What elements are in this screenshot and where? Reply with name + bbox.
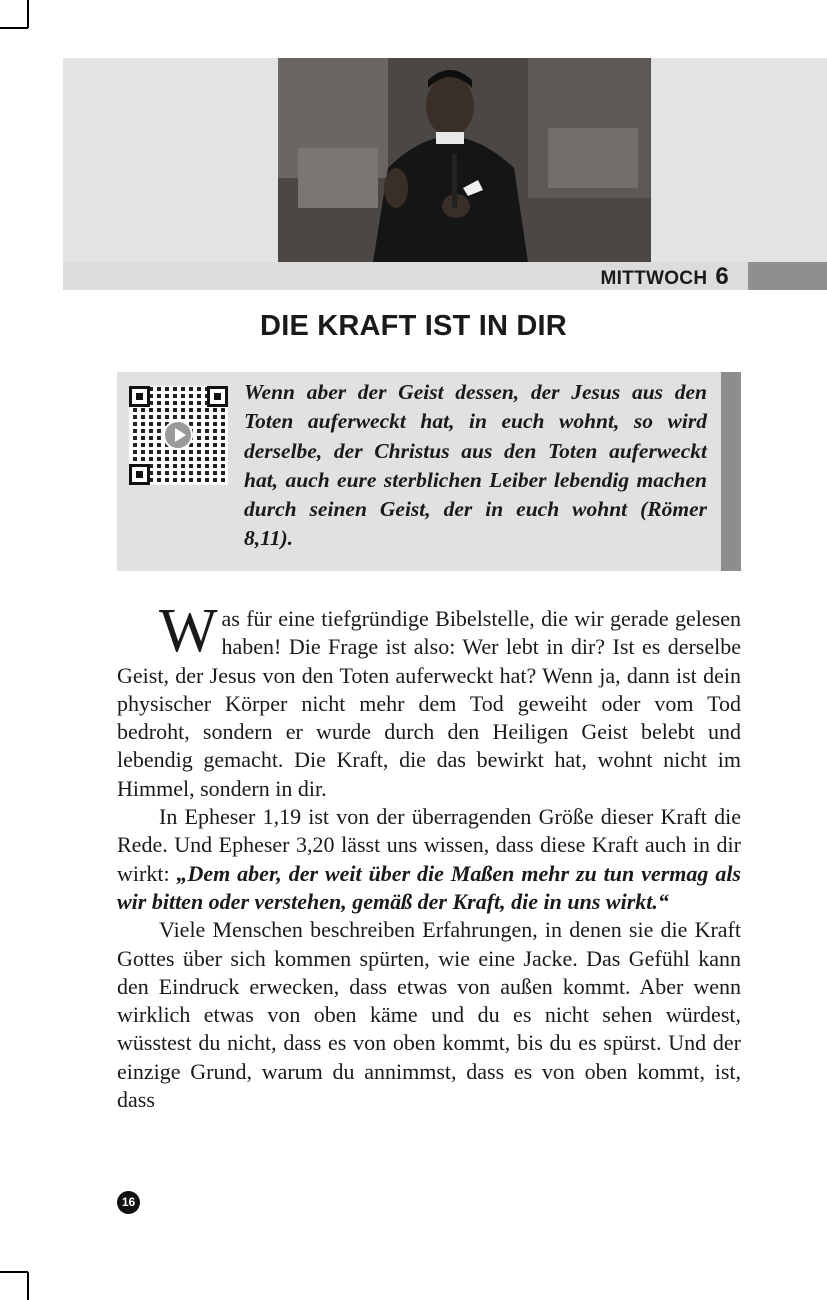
day-label xyxy=(600,262,729,290)
day-accent-bar xyxy=(748,262,827,290)
paragraph-2 xyxy=(117,803,741,916)
weekday: MITTWOCH xyxy=(600,268,708,289)
page-title: DIE KRAFT IST IN DIR xyxy=(260,310,567,342)
paragraph-3: Viele Menschen beschreiben Erfahrungen, in denen sie die Kraft Gottes über sich kommen spürten, wie eine Jacke. Das Gefühl kann den Eindruck erwecken, dass etwas von außen kommt. Aber wenn wirklich etwas von oben käme und du es nicht sehen würdest, wüsstest du nicht, dass es von oben kommt, bis du es spürst. Und der einzige Grund, warum du annimmst, dass es von oben kommt, ist, dass xyxy=(117,917,741,1113)
qr-finder-icon xyxy=(129,386,150,407)
page-number: 16 xyxy=(117,1191,140,1214)
drop-cap: W xyxy=(159,597,218,665)
speaker-photo xyxy=(278,58,651,262)
devotional-body xyxy=(117,597,741,1114)
paragraph-2-text: In Epheser 1,19 ist von der überragenden Größe dieser Kraft die Rede. Und Epheser 3,20 lässt uns wissen, dass diese Kraft auch in dir wirkt: xyxy=(117,804,741,886)
crop-mark-bottom xyxy=(0,1271,28,1273)
qr-finder-icon xyxy=(129,464,150,485)
crop-mark-bottom-vertical xyxy=(27,1272,29,1300)
day-number: 6 xyxy=(715,263,729,290)
qr-finder-icon xyxy=(207,386,228,407)
crop-mark-top xyxy=(0,27,28,29)
paragraph-1 xyxy=(117,597,741,803)
paragraph-1-text: as für eine tiefgründige Bibelstelle, die wir gerade gelesen haben! Die Frage ist also: Wer lebt in dir? Ist es derselbe Geist, der Jesus von den Toten auferweckt hat? Wenn ja, dann ist dein physischer Körper nicht mehr dem Tod geweiht oder vom Tod bedroht, sondern er wurde durch den Heiligen Geist belebt und lebendig gemacht. Die Kraft, die das bewirkt hat, wohnt nicht im Himmel, sondern in dir. xyxy=(117,606,741,801)
crop-mark-top-vertical xyxy=(27,0,29,28)
verse-accent-bar xyxy=(721,372,741,571)
play-icon[interactable] xyxy=(163,420,193,450)
scripture-quote: „Dem aber, der weit über die Maßen mehr zu tun vermag als wir bitten oder verstehen, gemäß der Kraft, die in uns wirkt.“ xyxy=(117,860,741,914)
scripture-verse: Wenn aber der Geist dessen, der Jesus aus den Toten auferweckt hat, in euch wohnt, so wird derselbe, der Christus aus den Toten auferweckt hat, auch eure sterblichen Leiber lebendig machen durch seinen Geist, der in euch wohnt (Römer 8,11). xyxy=(244,380,707,551)
speaker-figure xyxy=(278,58,651,262)
